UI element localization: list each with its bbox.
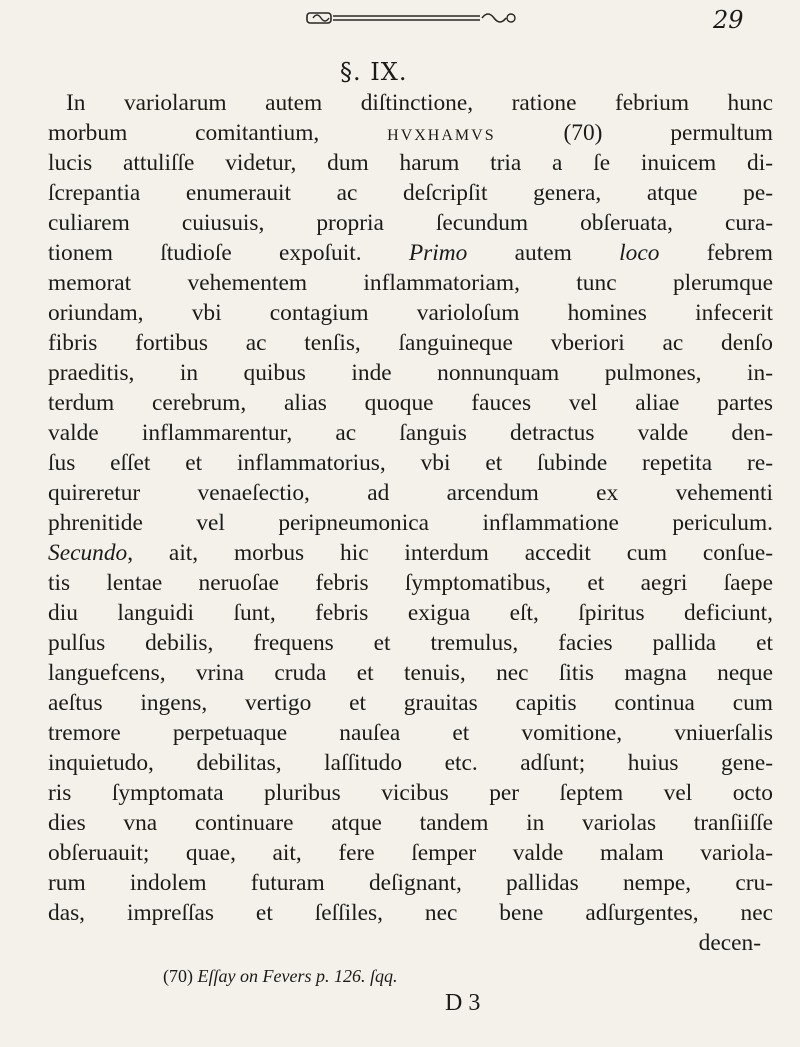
text-line: das, impreſſas et ſeſſiles, nec bene adſurgentes, nec: [48, 900, 773, 926]
footnote-citation: Eſſay on Fevers p. 126. ſqq.: [197, 966, 398, 986]
text-line: In variolarum autem diſtinctione, ratione febrium hunc: [66, 90, 773, 116]
text-line: ris ſymptomata pluribus vicibus per ſeptem vel octo: [48, 780, 773, 806]
text-line: diu languidi ſunt, febris exigua eſt, ſpiritus deficiunt,: [48, 600, 773, 626]
text-line: aeſtus ingens, vertigo et grauitas capitis continua cum: [48, 690, 773, 716]
text-line: tionem ſtudioſe expoſuit. Primo autem loco febrem: [48, 240, 773, 266]
text-line: terdum cerebrum, alias quoque fauces vel aliae partes: [48, 390, 773, 416]
text-line: rum indolem futuram deſignant, pallidas nempe, cru-: [48, 870, 773, 896]
page-number: 29: [713, 6, 744, 34]
text-line: fibris fortibus ac tenſis, ſanguineque vberiori ac denſo: [48, 330, 773, 356]
text-line: praeditis, in quibus inde nonnunquam pulmones, in-: [48, 360, 773, 386]
section-heading: §. IX.: [340, 58, 408, 86]
text-line: obſeruauit; quae, ait, fere ſemper valde malam variola-: [48, 840, 773, 866]
footnote-marker: (70): [163, 966, 193, 986]
text-line: morbum comitantium, hvxhamvs (70) permultum: [48, 120, 773, 146]
text-line: languefcens, vrina cruda et tenuis, nec ſitis magna neque: [48, 660, 773, 686]
text-line: valde inflammarentur, ac ſanguis detractus valde den-: [48, 420, 773, 446]
catchword: decen-: [698, 930, 761, 956]
text-line: memorat vehementem inflammatoriam, tunc plerumque: [48, 270, 773, 296]
footnote: [163, 966, 397, 987]
text-line: phrenitide vel peripneumonica inflammatione periculum.: [48, 510, 773, 536]
text-line: ſus eſſet et inflammatorius, vbi et ſubinde repetita re-: [48, 450, 773, 476]
signature-mark: D 3: [445, 990, 481, 1016]
text-line: pulſus debilis, frequens et tremulus, facies pallida et: [48, 630, 773, 656]
text-line: oriundam, vbi contagium varioloſum homines infecerit: [48, 300, 773, 326]
text-line: culiarem cuiusuis, propria ſecundum obſeruata, cura-: [48, 210, 773, 236]
author-name: hvxhamvs: [387, 120, 496, 146]
text-line: tremore perpetuaque nauſea et vomitione, vniuerſalis: [48, 720, 773, 746]
text-line: tis lentae neruoſae febris ſymptomatibus, et aegri ſaepe: [48, 570, 773, 596]
header-ornament-icon: [305, 10, 520, 26]
text-line: lucis attuliſſe videtur, dum harum tria a ſe inuicem di-: [48, 150, 773, 176]
text-line: Secundo, ait, morbus hic interdum accedit cum conſue-: [48, 540, 773, 566]
body-text: [48, 88, 773, 958]
text-line: ſcrepantia enumerauit ac deſcripſit genera, atque pe-: [48, 180, 773, 206]
text-line: quireretur venaeſectio, ad arcendum ex vehementi: [48, 480, 773, 506]
text-line: inquietudo, debilitas, laſſitudo etc. adſunt; huius gene-: [48, 750, 773, 776]
text-line: dies vna continuare atque tandem in variolas tranſiiſſe: [48, 810, 773, 836]
